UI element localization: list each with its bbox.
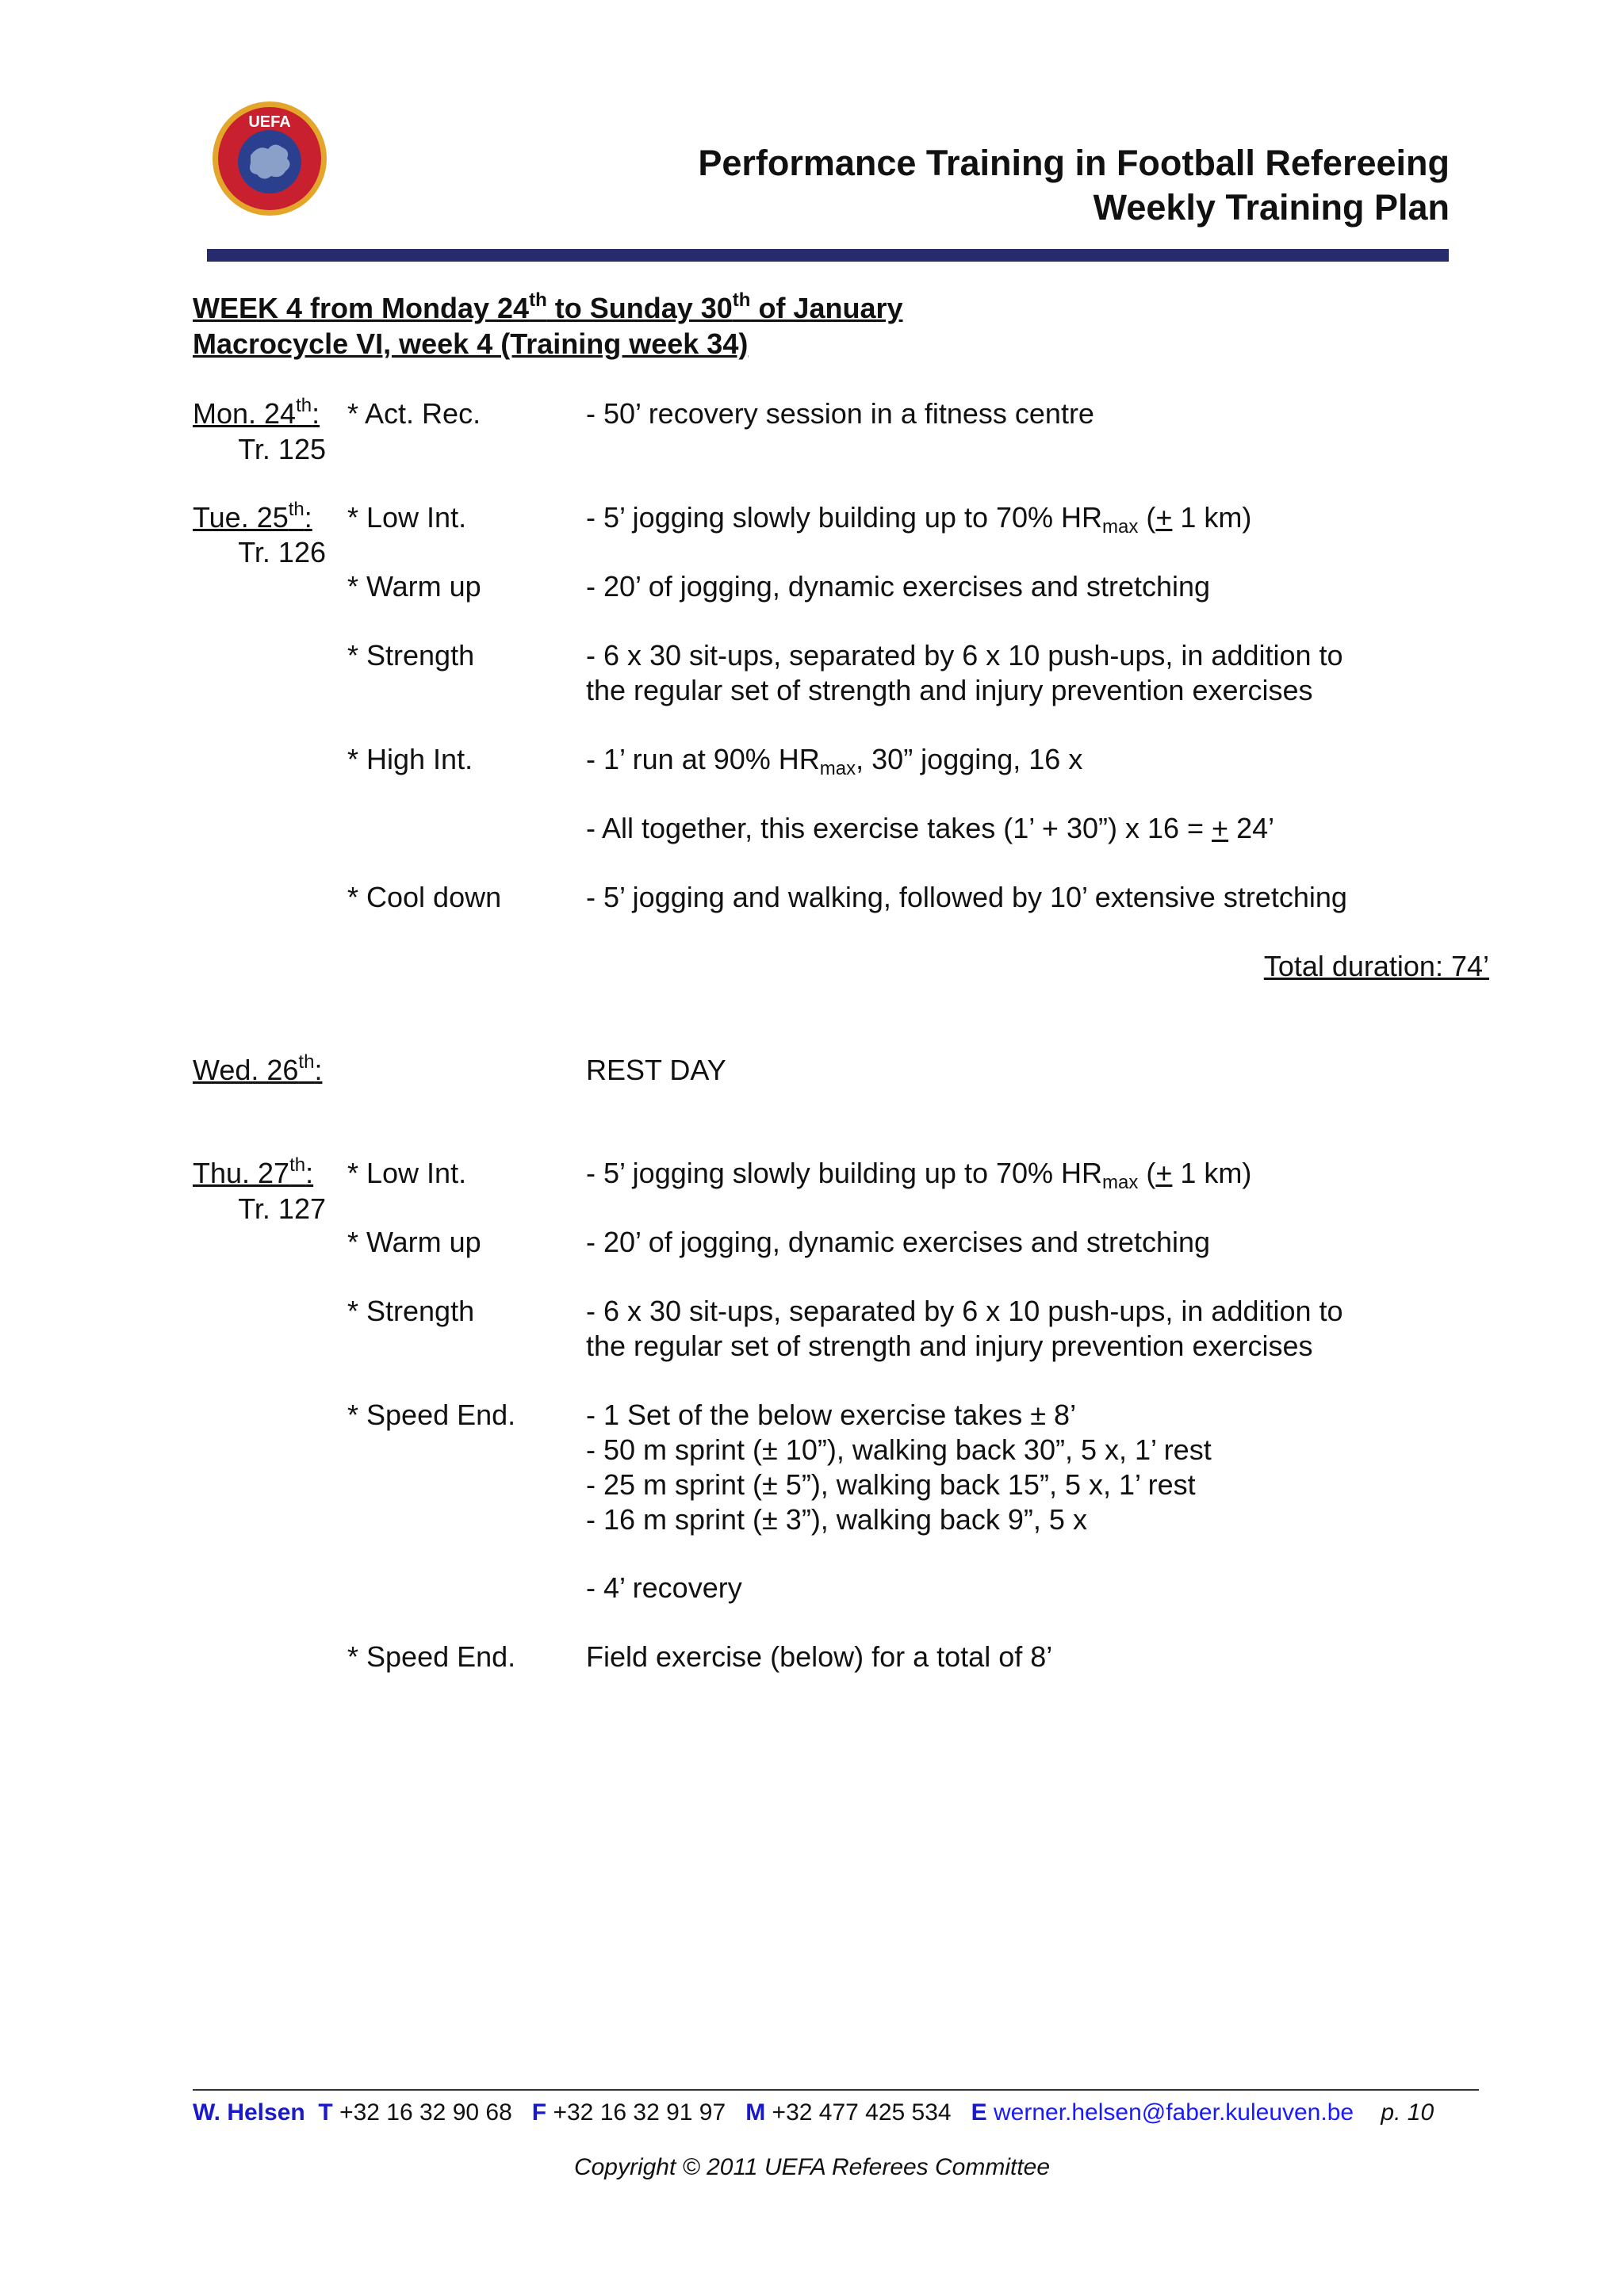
session-label: * Low Int. [347, 501, 467, 534]
session-label: * Speed End. [347, 1399, 516, 1431]
footer-fax: +32 16 32 91 97 [553, 2099, 726, 2126]
footer-mobile: +32 477 425 534 [772, 2099, 952, 2126]
session-label: * Warm up [347, 1226, 481, 1258]
session-desc: - 5’ jogging and walking, followed by 10’ extensive stretching [586, 881, 1347, 913]
page-number: p. 10 [1381, 2099, 1434, 2126]
session-desc: - 20’ of jogging, dynamic exercises and stretching [586, 570, 1211, 603]
session-desc: - 1’ run at 90% $HR_{max}$, 30” jogging, 16 x [586, 743, 1083, 779]
uefa-logo [211, 100, 328, 217]
macrocycle-heading: Macrocycle VI, week 4 (Training week 34) [193, 327, 749, 360]
document-title [698, 141, 1450, 230]
session-desc: - 5’ jogging slowly building up to 70% $HR_{max}$ (+ 1 km) [586, 1157, 1252, 1193]
session-label: * Strength [347, 639, 475, 672]
session-label: * Low Int. [347, 1157, 467, 1189]
session-label: * High Int. [347, 743, 473, 775]
session-desc: - 4’ recovery [586, 1571, 742, 1604]
week-heading: WEEK 4 from Monday 24th to Sunday 30th of January [193, 289, 903, 324]
footer-name: W. Helsen [193, 2099, 305, 2126]
title-line-1: Performance Training in Football Refereeing [698, 143, 1450, 183]
session-desc: - 6 x 30 sit-ups, separated by 6 x 10 push-ups, in addition to the regular set of strength and injury prevention exercises [586, 1295, 1343, 1362]
day-mon: Mon. 24th: [193, 395, 320, 430]
session-desc [586, 1398, 1212, 1537]
list-item: - 1 Set of the below exercise takes ± 8’ [586, 1399, 1077, 1431]
session-desc: - 20’ of jogging, dynamic exercises and stretching [586, 1226, 1211, 1258]
footer-rule [193, 2089, 1479, 2091]
day-thu: Thu. 27th: [193, 1154, 314, 1189]
session-desc: - 6 x 30 sit-ups, separated by 6 x 10 push-ups, in addition to the regular set of strength and injury prevention exercises [586, 639, 1343, 706]
title-line-2: Weekly Training Plan [1093, 187, 1450, 228]
header-rule [207, 249, 1449, 262]
session-label: * Speed End. [347, 1640, 516, 1673]
copyright: Copyright © 2011 UEFA Referees Committee [573, 2154, 1051, 2180]
footer-phone: +32 16 32 90 68 [339, 2099, 512, 2126]
training-number-thu: Tr. 127 [238, 1192, 326, 1225]
total-duration: Total duration: 74’ [1263, 950, 1489, 982]
session-desc: - All together, this exercise takes (1’ + 30”) x 16 = + 24’ [586, 812, 1275, 844]
footer-email-link[interactable]: werner.helsen@faber.kuleuven.be [993, 2099, 1354, 2126]
day-tue: Tue. 25th: [193, 499, 312, 534]
list-item: - 50 m sprint (± 10”), walking back 30”, 5 x, 1’ rest [586, 1433, 1212, 1466]
rest-day: REST DAY [586, 1054, 726, 1086]
session-desc: - 5’ jogging slowly building up to 70% $HR_{max}$ (+ 1 km) [586, 501, 1252, 538]
training-number-mon: Tr. 125 [238, 433, 326, 465]
session-label: * Warm up [347, 570, 481, 603]
session-desc: - 50’ recovery session in a fitness centre [586, 397, 1094, 430]
training-number-tue: Tr. 126 [238, 536, 326, 568]
session-label: * Cool down [347, 881, 502, 913]
session-label: * Act. Rec. [347, 397, 481, 430]
footer-contact: W. Helsen T +32 16 32 90 68 F +32 16 32 91 97 M +32 477 425 534 E werner.helsen@faber.kuleuven.be p. 10 [193, 2099, 1434, 2126]
session-desc: Field exercise (below) for a total of 8’ [586, 1640, 1053, 1673]
list-item: - 16 m sprint (± 3”), walking back 9”, 5 x [586, 1503, 1087, 1536]
logo-text: UEFA [248, 113, 291, 131]
list-item: - 25 m sprint (± 5”), walking back 15”, 5 x, 1’ rest [586, 1468, 1196, 1501]
session-label: * Strength [347, 1295, 475, 1327]
day-wed: Wed. 26th: [193, 1051, 323, 1086]
